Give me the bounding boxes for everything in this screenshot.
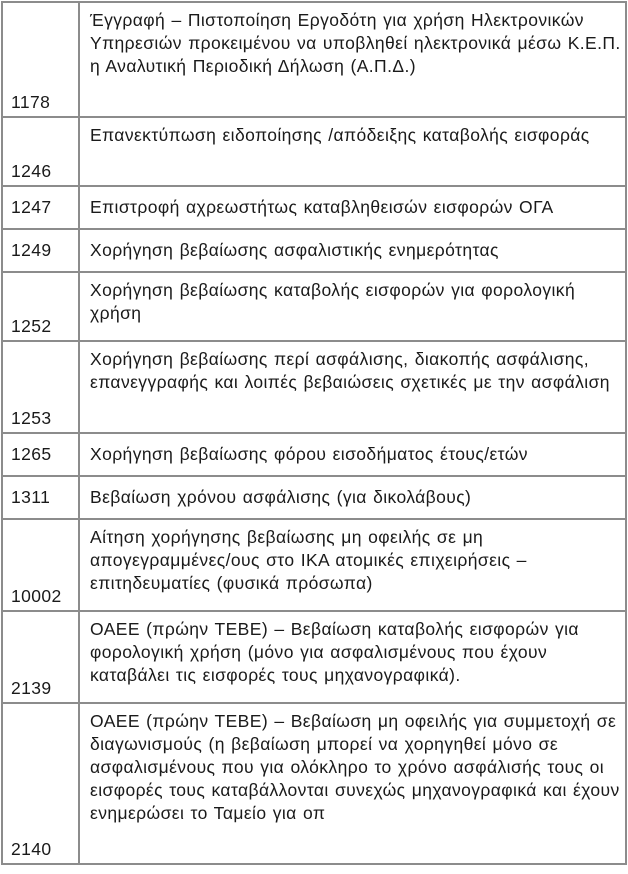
table-row bbox=[2, 476, 626, 519]
service-code: 1265 bbox=[2, 433, 79, 476]
service-description: Βεβαίωση χρόνου ασφάλισης (για δικολάβους) bbox=[79, 476, 626, 519]
service-code: 1249 bbox=[2, 229, 79, 272]
service-description: Επανεκτύπωση ειδοποίησης /απόδειξης καταβολής εισφοράς bbox=[79, 117, 626, 186]
services-table-body bbox=[2, 2, 626, 864]
service-code: 1178 bbox=[2, 2, 79, 117]
table-row bbox=[2, 341, 626, 433]
service-description: ΟΑΕΕ (πρώην ΤΕΒΕ) – Βεβαίωση μη οφειλής για συμμετοχή σε διαγωνισμούς (η βεβαίωση μπορεί να χορηγηθεί μόνο σε ασφαλισμένους που για ολόκληρο το χρόνο ασφάλισής τους οι εισφορές τους καταβάλλονται συνεχώς μηχανογραφικά και έχουν ενημερώσει το Ταμείο για οπ bbox=[79, 703, 626, 864]
table-row bbox=[2, 272, 626, 341]
service-code: 2139 bbox=[2, 611, 79, 703]
service-description: Χορήγηση βεβαίωσης καταβολής εισφορών για φορολογική χρήση bbox=[79, 272, 626, 341]
service-code: 2140 bbox=[2, 703, 79, 864]
service-description: Επιστροφή αχρεωστήτως καταβληθεισών εισφορών ΟΓΑ bbox=[79, 186, 626, 229]
table-row bbox=[2, 117, 626, 186]
service-description: Έγγραφή – Πιστοποίηση Εργοδότη για χρήση Ηλεκτρονικών Υπηρεσιών προκειμένου να υποβληθεί ηλεκτρονικά μέσω Κ.Ε.Π. η Αναλυτική Περιοδική Δήλωση (Α.Π.Δ.) bbox=[79, 2, 626, 117]
service-code: 10002 bbox=[2, 519, 79, 611]
service-code: 1247 bbox=[2, 186, 79, 229]
service-description: Χορήγηση βεβαίωσης περί ασφάλισης, διακοπής ασφάλισης, επανεγγραφής και λοιπές βεβαιώσεις σχετικές με την ασφάλιση bbox=[79, 341, 626, 433]
table-row bbox=[2, 519, 626, 611]
service-code: 1246 bbox=[2, 117, 79, 186]
service-code: 1311 bbox=[2, 476, 79, 519]
service-description: ΟΑΕΕ (πρώην ΤΕΒΕ) – Βεβαίωση καταβολής εισφορών για φορολογική χρήση (μόνο για ασφαλισμένους που έχουν καταβάλει τις εισφορές τους μηχανογραφικά). bbox=[79, 611, 626, 703]
services-table bbox=[1, 1, 627, 865]
table-row bbox=[2, 229, 626, 272]
table-row bbox=[2, 611, 626, 703]
table-row bbox=[2, 186, 626, 229]
table-row bbox=[2, 703, 626, 864]
service-description: Χορήγηση βεβαίωσης ασφαλιστικής ενημερότητας bbox=[79, 229, 626, 272]
service-code: 1253 bbox=[2, 341, 79, 433]
service-description: Αίτηση χορήγησης βεβαίωσης μη οφειλής σε μη απογεγραμμένες/ους στο ΙΚΑ ατομικές επιχειρήσεις – επιτηδευματίες (φυσικά πρόσωπα) bbox=[79, 519, 626, 611]
service-description: Χορήγηση βεβαίωσης φόρου εισοδήματος έτους/ετών bbox=[79, 433, 626, 476]
service-code: 1252 bbox=[2, 272, 79, 341]
table-row bbox=[2, 2, 626, 117]
table-row bbox=[2, 433, 626, 476]
